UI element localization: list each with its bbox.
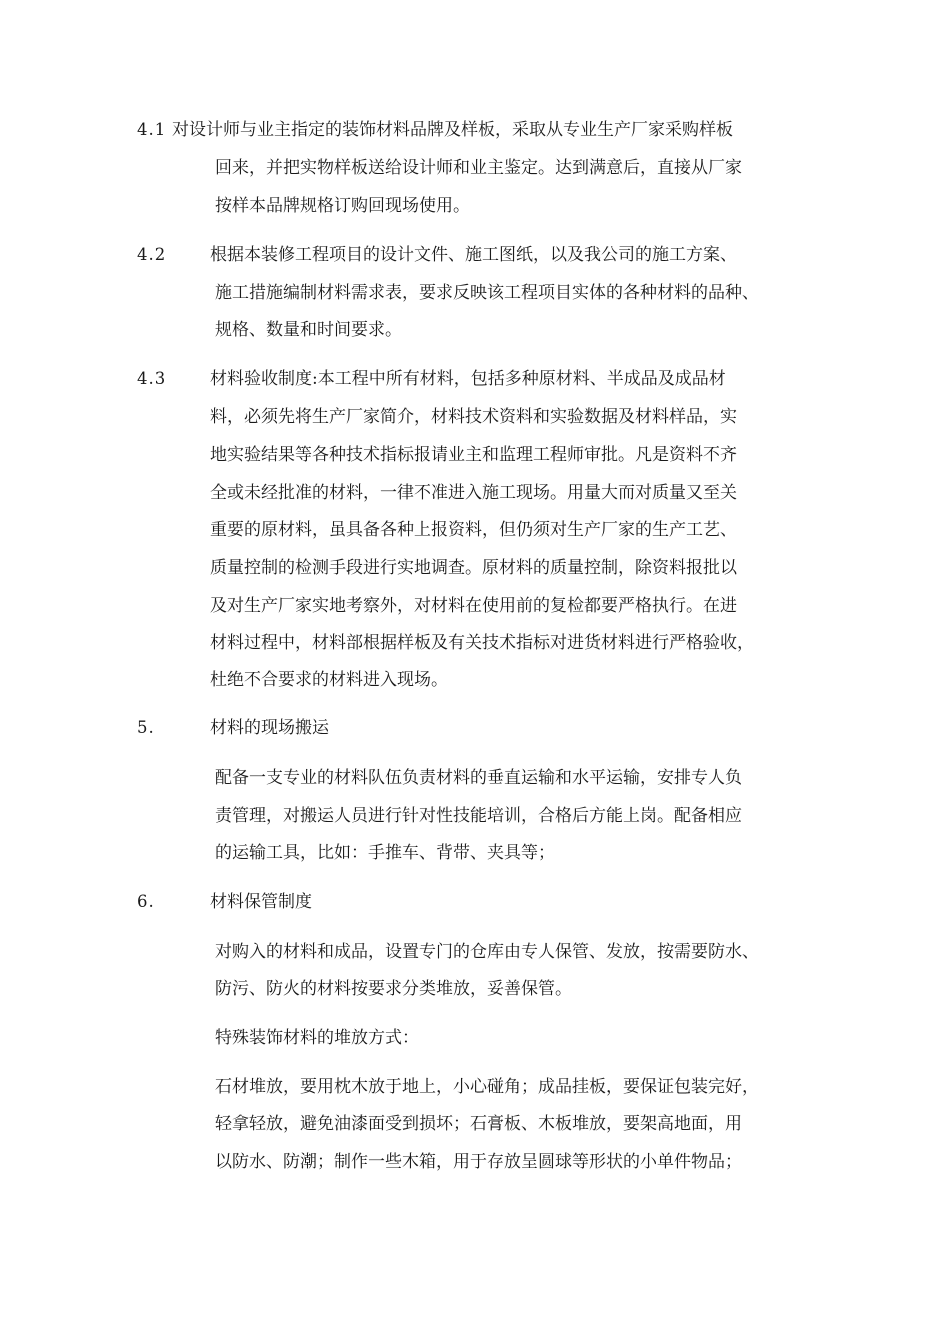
paragraph-line: 全或未经批准的材料，一律不准进入施工现场。用量大而对质量又至关 xyxy=(210,483,737,503)
paragraph-line: 轻拿轻放，避免油漆面受到损坏；石膏板、木板堆放，要架高地面，用 xyxy=(215,1114,742,1134)
section-number: 4.1 xyxy=(137,120,167,139)
paragraph-line: 规格、数量和时间要求。 xyxy=(215,320,402,340)
paragraph-line: 责管理，对搬运人员进行针对性技能培训，合格后方能上岗。配备相应 xyxy=(215,806,742,826)
paragraph-line: 石材堆放，要用枕木放于地上，小心碰角；成品挂板，要保证包装完好， xyxy=(215,1077,759,1097)
paragraph-line: 以防水、防潮；制作一些木箱，用于存放呈圆球等形状的小单件物品； xyxy=(215,1152,742,1172)
paragraph-line: 对设计师与业主指定的装饰材料品牌及样板，采取从专业生产厂家采购样板 xyxy=(172,120,733,140)
paragraph-line: 质量控制的检测手段进行实地调查。原材料的质量控制，除资料报批以 xyxy=(210,558,737,578)
paragraph-line: 材料验收制度:本工程中所有材料，包括多种原材料、半成品及成品材 xyxy=(210,369,726,389)
paragraph-line: 特殊装饰材料的堆放方式： xyxy=(215,1028,419,1048)
paragraph-line: 配备一支专业的材料队伍负责材料的垂直运输和水平运输，安排专人负 xyxy=(215,768,742,788)
section-heading: 材料的现场搬运 xyxy=(210,718,329,738)
paragraph-line: 料，必须先将生产厂家简介，材料技术资料和实验数据及材料样品，实 xyxy=(210,407,737,427)
paragraph-line: 重要的原材料，虽具备各种上报资料，但仍须对生产厂家的生产工艺、 xyxy=(210,520,737,540)
paragraph-line: 按样本品牌规格订购回现场使用。 xyxy=(215,196,470,216)
paragraph-line: 地实验结果等各种技术指标报请业主和监理工程师审批。凡是资料不齐 xyxy=(210,445,737,465)
paragraph-line: 材料过程中，材料部根据样板及有关技术指标对进货材料进行严格验收， xyxy=(210,633,754,653)
paragraph-line: 根据本装修工程项目的设计文件、施工图纸，以及我公司的施工方案、 xyxy=(210,245,737,265)
section-number: 4.3 xyxy=(137,369,167,388)
paragraph-line: 防污、防火的材料按要求分类堆放，妥善保管。 xyxy=(215,979,572,999)
paragraph-line: 及对生产厂家实地考察外，对材料在使用前的复检都要严格执行。在进 xyxy=(210,596,737,616)
paragraph-line: 回来，并把实物样板送给设计师和业主鉴定。达到满意后，直接从厂家 xyxy=(215,158,742,178)
paragraph-line: 的运输工具，比如：手推车、背带、夹具等； xyxy=(215,843,555,863)
section-number: 4.2 xyxy=(137,245,167,264)
section-number: 5. xyxy=(137,718,155,737)
paragraph-line: 杜绝不合要求的材料进入现场。 xyxy=(210,670,448,690)
section-heading: 材料保管制度 xyxy=(210,892,312,912)
section-number: 6. xyxy=(137,892,155,911)
paragraph-line: 对购入的材料和成品，设置专门的仓库由专人保管、发放，按需要防水、 xyxy=(215,942,759,962)
paragraph-line: 施工措施编制材料需求表，要求反映该工程项目实体的各种材料的品种、 xyxy=(215,283,759,303)
